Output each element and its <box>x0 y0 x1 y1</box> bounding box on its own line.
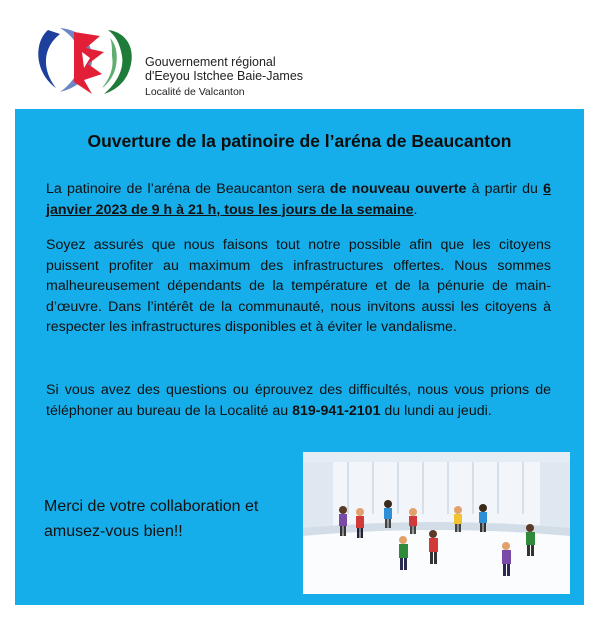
skating-rink-illustration <box>303 452 570 594</box>
thanks-line-2: amusez-vous bien!! <box>44 523 183 540</box>
thanks-message <box>44 494 304 544</box>
organization-name <box>145 55 303 83</box>
info-paragraph: Soyez assurés que nous faisons tout notre possible afin que les citoyens puissent profiter au maximum des infrastructures offertes. Nous sommes malheureusement dépendants de la température et de la pénurie de main-d’œuvre. Dans l’intérêt de la communauté, nous invitons aussi les citoyens à respecter les infrastructures disponibles et à éviter le vandalisme. <box>46 237 551 335</box>
contact-text-1: Si vous avez des questions ou éprouvez des difficultés, nous vous prions de téléphoner au bureau de la Localité au <box>46 382 551 419</box>
opening-text-3: . <box>413 201 418 218</box>
opening-text-2: à partir du <box>466 181 544 197</box>
opening-text-1: La patinoire de l’aréna de Beaucanton sera <box>46 181 330 197</box>
org-name-line-1: Gouvernement régional <box>145 55 276 69</box>
opening-date-hours: 6 janvier 2023 de 9 h à 21 h, tous les jours de la semaine <box>46 181 552 218</box>
contact-paragraph <box>46 380 551 421</box>
contact-text-2: du lundi au jeudi. <box>380 402 492 419</box>
opening-paragraph <box>46 179 551 220</box>
locality-name: Localité de Valcanton <box>145 86 245 98</box>
org-name-line-2: d'Eeyou Istchee Baie-James <box>145 69 304 83</box>
thanks-line-1: Merci de votre collaboration et <box>44 498 259 515</box>
header <box>0 0 600 108</box>
reopened-emphasis: de nouveau ouverte <box>329 181 467 197</box>
notice-title: Ouverture de la patinoire de l’aréna de Beaucanton <box>87 131 512 151</box>
regional-government-logo <box>30 22 142 102</box>
notice-panel <box>15 109 584 605</box>
phone-number: 819-941-2101 <box>292 402 381 419</box>
